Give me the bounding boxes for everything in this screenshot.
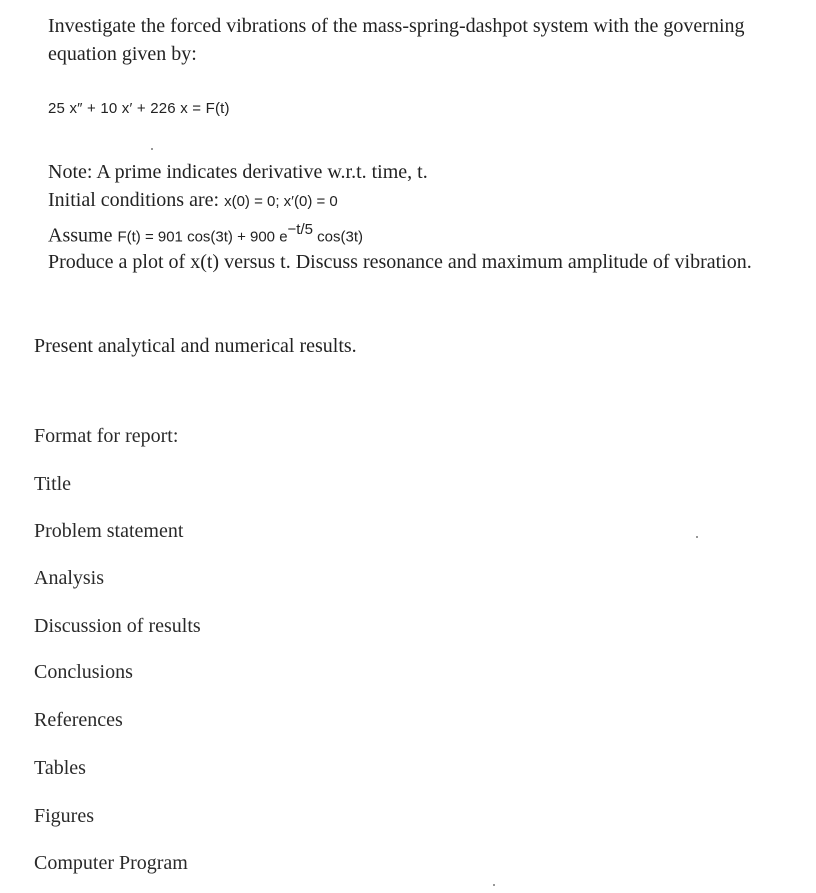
report-format-heading: Format for report: (34, 425, 179, 447)
report-item-conclusions: Conclusions (34, 661, 133, 683)
initial-conditions-equation: x(0) = 0; x′(0) = 0 (224, 193, 338, 210)
problem-notes (48, 158, 428, 252)
forcing-equation-part-b: cos(3t) (312, 228, 363, 246)
report-item-figures: Figures (34, 805, 94, 827)
prime-note: Note: A prime indicates derivative w.r.t. time, t. (48, 161, 428, 183)
forcing-equation-part-a: F(t) = 901 cos(3t) + 900 e (117, 228, 288, 246)
scan-speck (493, 884, 495, 886)
forcing-exponent: −t/5 (287, 221, 313, 238)
problem-intro: Investigate the forced vibrations of the mass-spring-dashpot system with the governing equation given by: (48, 15, 745, 65)
scan-speck (696, 536, 698, 538)
report-item-references: References (34, 709, 123, 731)
report-item-title: Title (34, 473, 72, 495)
forcing-function (48, 216, 428, 252)
report-item-problem-statement: Problem statement (34, 520, 184, 542)
report-item-tables: Tables (34, 757, 86, 779)
report-item-discussion: Discussion of results (34, 615, 201, 637)
assume-label: Assume (48, 224, 113, 247)
present-results: Present analytical and numerical results. (34, 335, 357, 357)
report-item-analysis: Analysis (34, 567, 104, 589)
plot-instruction: Produce a plot of x(t) versus t. Discuss resonance and maximum amplitude of vibration. (48, 251, 752, 273)
governing-equation: 25 x″ + 10 x′ + 226 x = F(t) (48, 100, 230, 117)
scan-speck (151, 148, 153, 150)
initial-conditions-label: Initial conditions are: (48, 189, 220, 211)
report-item-computer-program: Computer Program (34, 852, 188, 874)
initial-conditions (48, 186, 428, 216)
